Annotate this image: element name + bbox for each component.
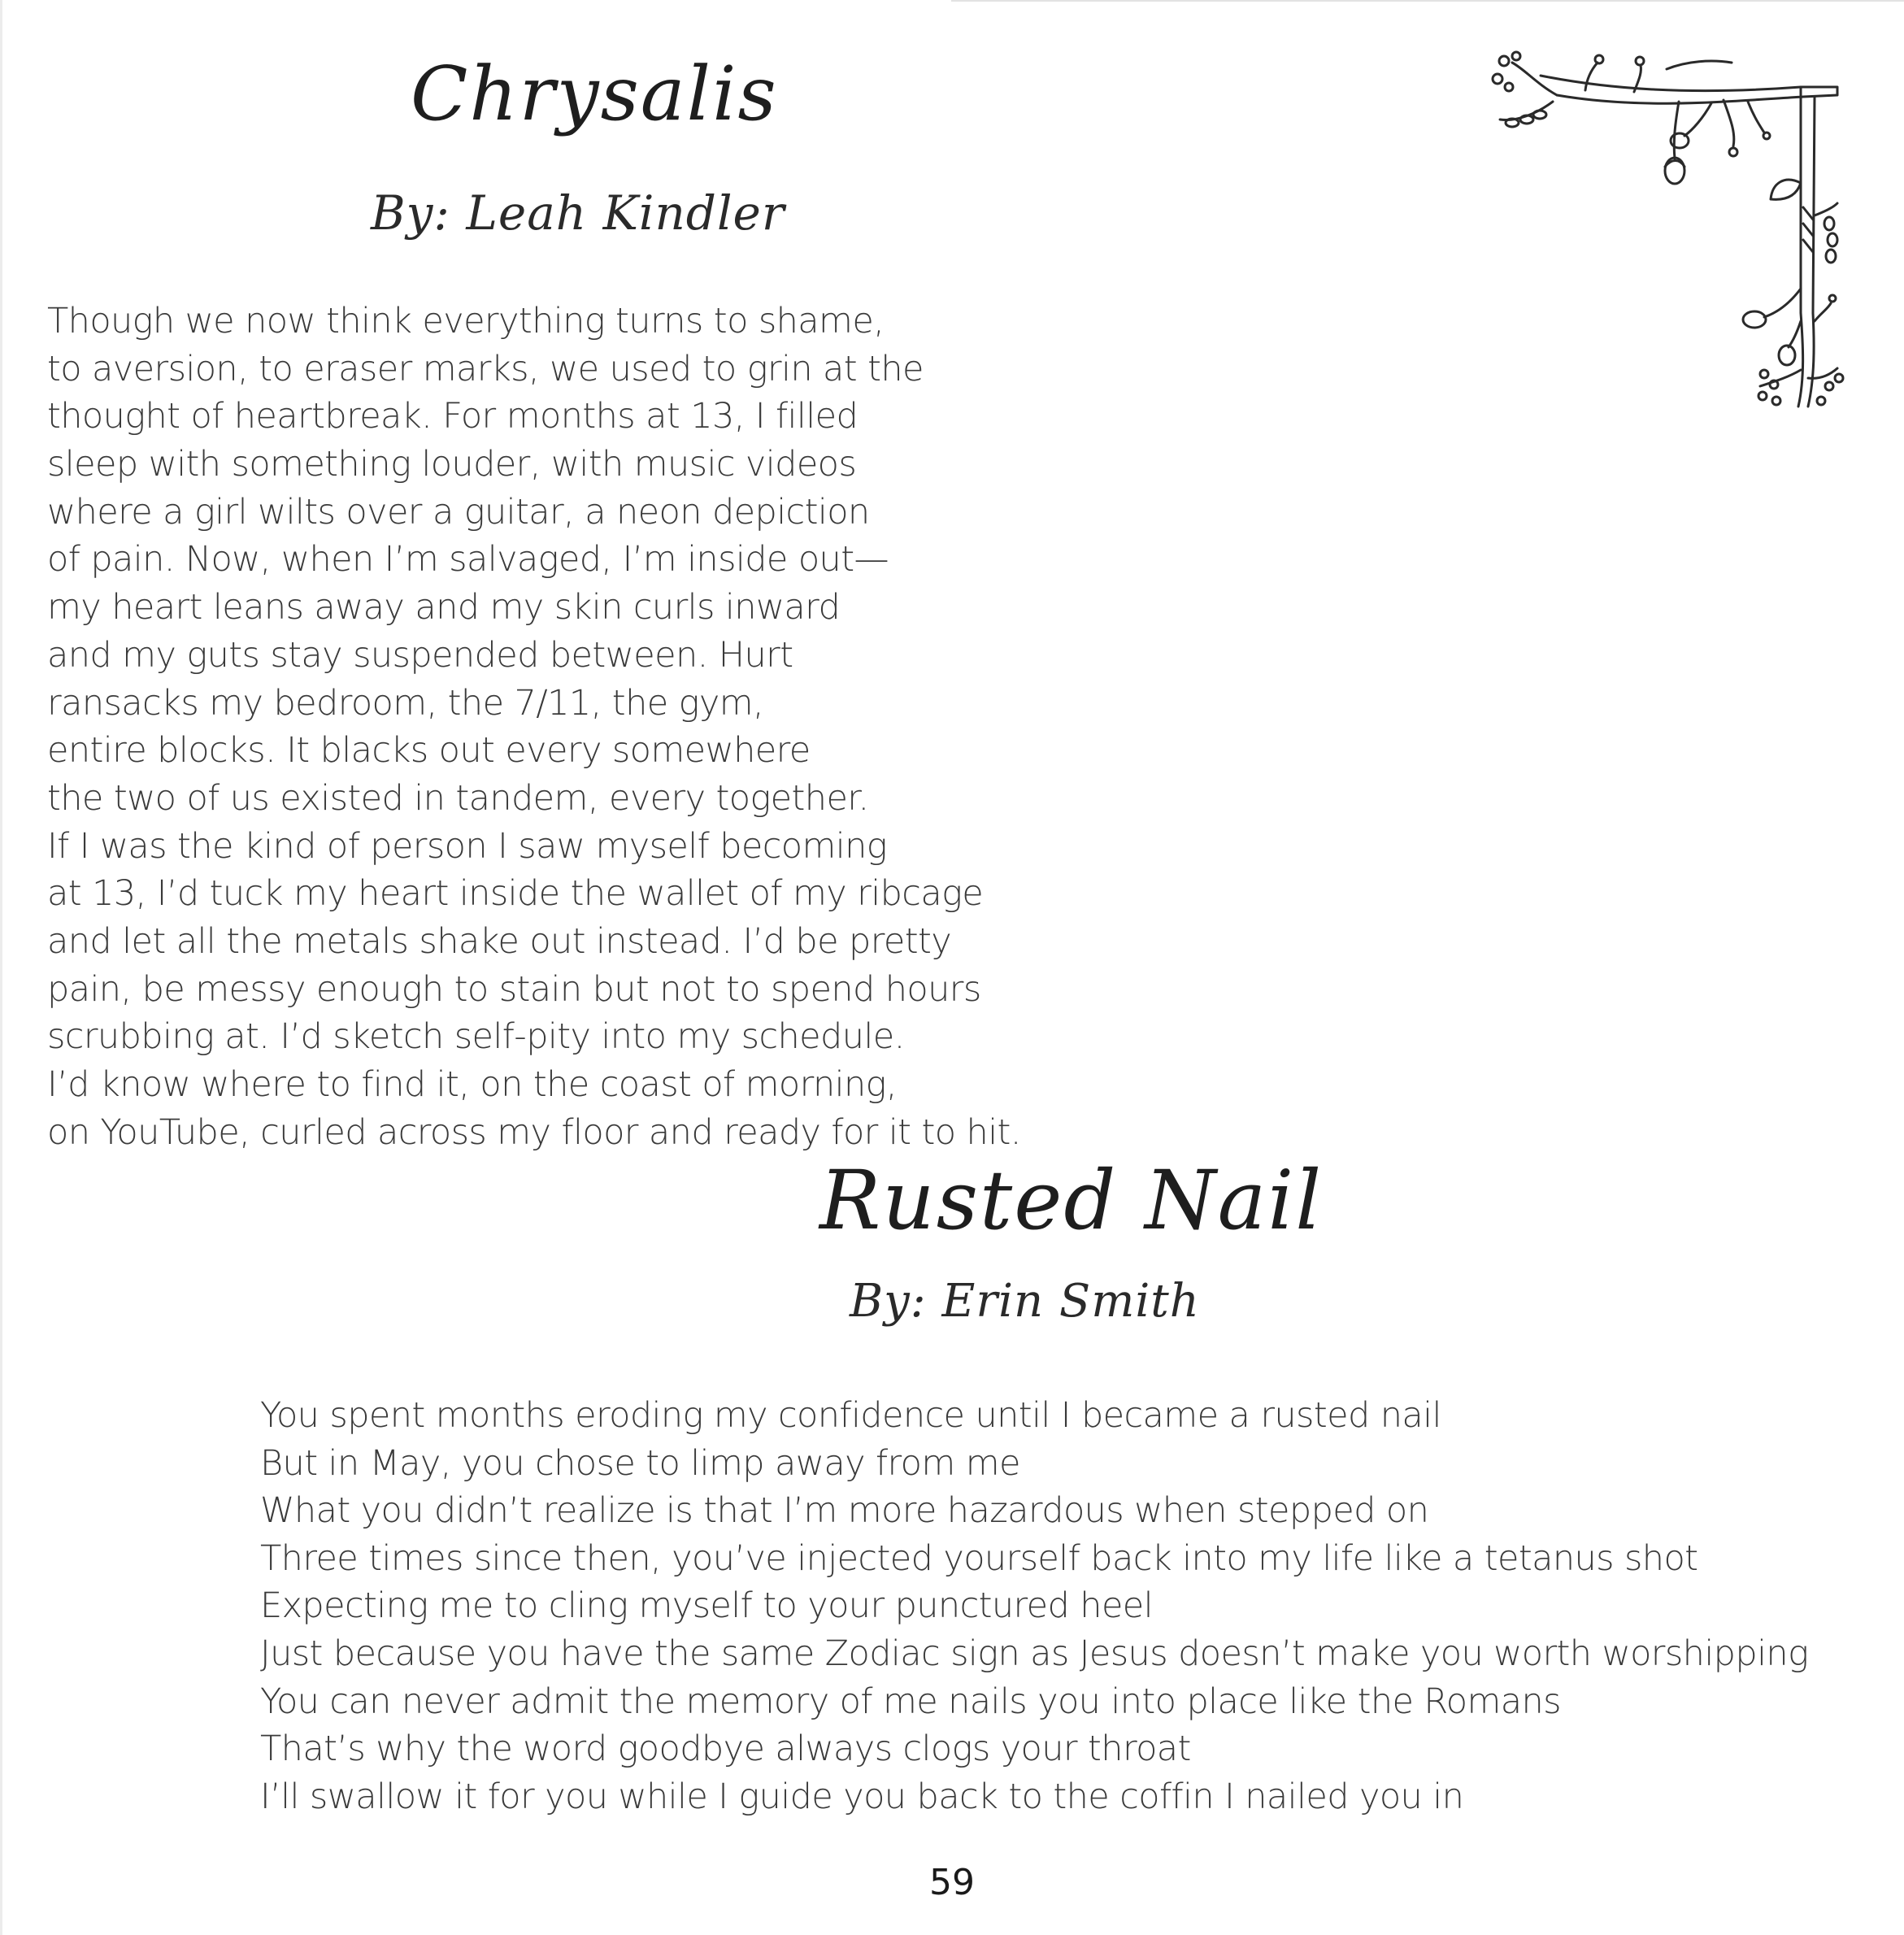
poem-line: of pain. Now, when I’m salvaged, I’m inside out— (47, 539, 889, 580)
poem-line: Expecting me to cling myself to your punctured heel (260, 1585, 1154, 1627)
left-page-edge (0, 0, 2, 1935)
poem-line: on YouTube, curled across my floor and ready for it to hit. (47, 1111, 1021, 1153)
poem-line: But in May, you chose to limp away from me (260, 1442, 1020, 1484)
poem-line: I’d know where to find it, on the coast of morning, (47, 1064, 897, 1105)
poem-line: Three times since then, you’ve injected yourself back into my life like a tetanus shot (260, 1537, 1698, 1579)
poem-line: Though we now think everything turns to shame, (47, 301, 885, 341)
poem-line: What you didn’t realize is that I’m more hazardous when stepped on (260, 1490, 1429, 1532)
poem-line: ransacks my bedroom, the 7/11, the gym, (47, 682, 764, 724)
top-edge-rule (951, 0, 1904, 2)
page-number: 59 (929, 1862, 975, 1903)
poem-body-chrysalis (47, 298, 1021, 1156)
poem-line: I’ll swallow it for you while I guide you back to the coffin I nailed you in (260, 1776, 1464, 1817)
poem-line: You spent months eroding my confidence until I became a rusted nail (260, 1395, 1441, 1436)
poem-title-chrysalis: Chrysalis (411, 50, 778, 137)
poem-line: If I was the kind of person I saw myself becoming (47, 825, 887, 867)
poem-line: sleep with something louder, with music videos (47, 444, 857, 485)
poem-line: thought of heartbreak. For months at 13, I filled (47, 396, 859, 437)
poem-line: scrubbing at. I’d sketch self-pity into my schedule. (47, 1016, 905, 1058)
poem-title-rusted-nail: Rusted Nail (819, 1153, 1324, 1248)
poem-line: where a girl wilts over a guitar, a neon depiction (47, 491, 870, 533)
poem-byline-chrysalis: By: Leah Kindler (371, 185, 785, 241)
poem-line: at 13, I’d tuck my heart inside the wallet of my ribcage (47, 873, 984, 915)
poem-line: entire blocks. It blacks out every somewhere (47, 730, 811, 772)
poem-line: to aversion, to eraser marks, we used to grin at the (47, 348, 924, 389)
poem-line: and my guts stay suspended between. Hurt (47, 634, 793, 676)
poem-line: my heart leans away and my skin curls inward (47, 587, 841, 628)
poem-line: and let all the metals shake out instead. I’d be pretty (47, 920, 952, 962)
poem-line: That’s why the word goodbye always clogs your throat (260, 1728, 1191, 1770)
poem-byline-rusted-nail: By: Erin Smith (850, 1275, 1200, 1328)
poem-line: Just because you have the same Zodiac sign as Jesus doesn’t make you worth worshipping (260, 1633, 1809, 1674)
branch-corner-icon (1480, 45, 1854, 427)
poem-body-rusted-nail (260, 1392, 1808, 1820)
poem-line: pain, be messy enough to stain but not to spend hours (47, 968, 981, 1010)
poem-line: You can never admit the memory of me nails you into place like the Romans (260, 1681, 1561, 1722)
poem-line: the two of us existed in tandem, every together. (47, 777, 869, 819)
